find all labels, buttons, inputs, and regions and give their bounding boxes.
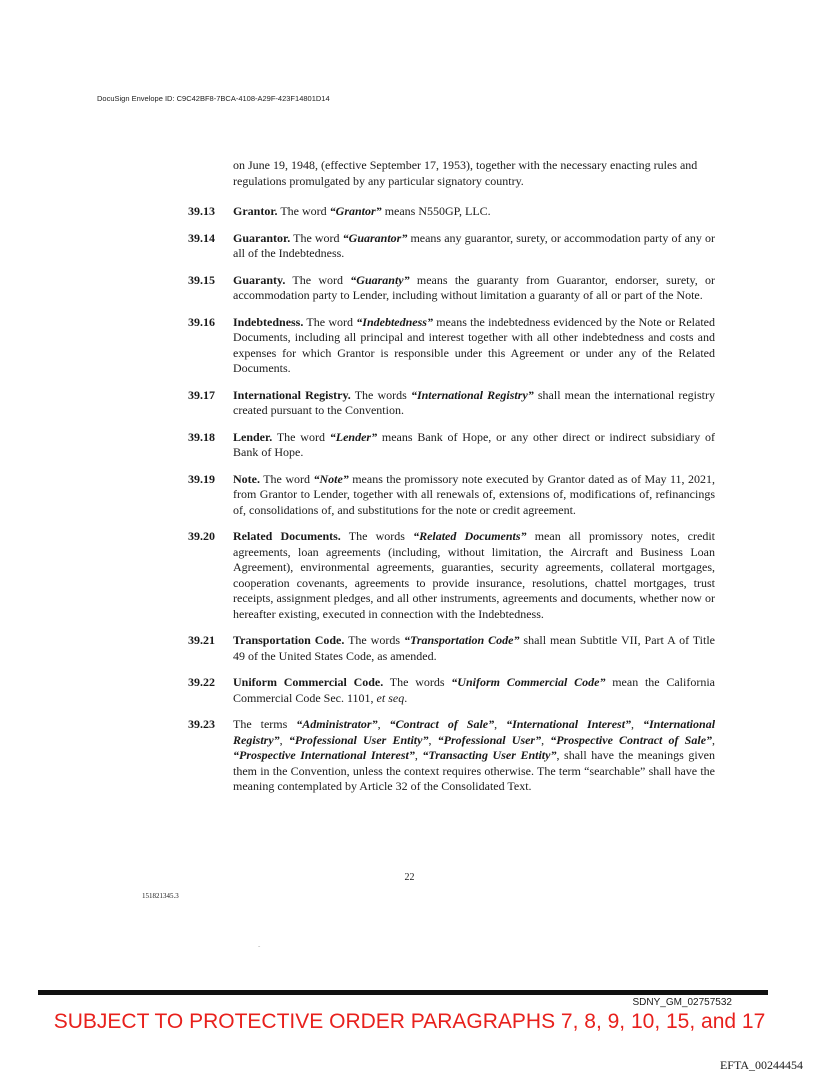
section-text: , <box>631 717 643 731</box>
section-text: means any guarantor, surety, or accommodation party of any or all of the Indebtedness. <box>233 230 716 260</box>
section-body <box>233 315 715 377</box>
section-text: , <box>377 717 390 731</box>
section-text: mean the California Commercial Code Sec. 1101, <box>233 675 715 705</box>
section-title: Transportation Code. <box>233 633 345 647</box>
section-title: Grantor. <box>233 204 278 218</box>
section-item <box>188 633 715 664</box>
section-title: Indebtedness. <box>233 314 304 329</box>
stray-mark: - <box>258 942 261 950</box>
section-text: means Bank of Hope, or any other direct or indirect subsidiary of Bank of Hope. <box>233 429 715 459</box>
section-number: 39.15 <box>188 272 215 287</box>
section-title: Guaranty. <box>233 272 286 287</box>
defined-term: “Related Documents” <box>413 529 527 543</box>
section-text: , shall have the meanings given them in the Convention, unless the context requires otherwise. The term “searchable” shall have the meaning contemplated by Article 32 of the Consolidated Text. <box>233 748 715 793</box>
section-item <box>188 231 715 262</box>
defined-term: “International Interest” <box>506 717 632 731</box>
section-text: shall mean the international registry created pursuant to the Convention. <box>233 387 715 417</box>
defined-term: “Guarantor” <box>342 230 408 245</box>
section-number: 39.17 <box>188 387 215 402</box>
footer-rule <box>38 990 768 995</box>
defined-term: “Lender” <box>329 429 378 444</box>
section-body <box>233 675 715 706</box>
section-text: , <box>494 717 507 731</box>
section-number: 39.22 <box>188 675 215 689</box>
section-text: means N550GP, LLC. <box>381 204 491 218</box>
section-text: , <box>541 732 551 747</box>
defined-term: “Indebtedness” <box>356 314 433 329</box>
section-title: Lender. <box>233 429 273 444</box>
section-item <box>188 315 715 377</box>
section-text: The word <box>260 471 314 486</box>
section-text: means the indebtedness evidenced by the Note or Related Documents, including all principal and interest together with all other indebtedness and costs and expenses for which Grantor is responsible under this Agreement or under any of the Related Documents. <box>233 314 715 375</box>
section-number: 39.19 <box>188 471 215 486</box>
section-number: 39.13 <box>188 204 215 218</box>
section-text: , <box>414 748 423 762</box>
envelope-id: DocuSign Envelope ID: C9C42BF8-7BCA-4108-A29F-423F14801D14 <box>97 94 330 103</box>
bates-number: SDNY_GM_02757532 <box>632 997 732 1008</box>
defined-term: “Prospective International Interest” <box>233 748 415 762</box>
section-text: The word <box>285 272 351 287</box>
section-item <box>188 529 715 622</box>
section-item <box>188 717 715 795</box>
section-body <box>233 273 715 304</box>
efta-number: EFTA_00244454 <box>719 1058 803 1072</box>
section-body <box>233 231 715 262</box>
section-number: 39.16 <box>188 314 215 329</box>
section-body <box>233 717 715 795</box>
section-text: The word <box>303 314 357 329</box>
section-text: , <box>712 732 716 747</box>
section-title: Guarantor. <box>233 230 291 245</box>
section-title: Related Documents. <box>233 529 341 543</box>
section-item <box>188 273 715 304</box>
section-number: 39.21 <box>188 633 215 647</box>
document-number: 151821345.3 <box>142 892 179 900</box>
section-text: The word <box>290 230 343 245</box>
section-number: 39.20 <box>188 529 215 543</box>
page-number: 22 <box>404 872 415 883</box>
defined-term: “Uniform Commercial Code” <box>451 675 606 689</box>
protective-order-notice: SUBJECT TO PROTECTIVE ORDER PARAGRAPHS 7, 8, 9, 10, 15, and 17 <box>53 1010 766 1033</box>
definitions-list <box>188 204 715 806</box>
section-number: 39.14 <box>188 230 215 245</box>
section-item <box>188 204 715 220</box>
italic-text: et seq <box>376 690 405 705</box>
section-body <box>233 633 715 664</box>
section-text: The words <box>350 387 411 402</box>
section-title: Note. <box>233 471 260 486</box>
section-item <box>188 388 715 419</box>
section-item <box>188 675 715 706</box>
section-title: International Registry. <box>233 387 351 402</box>
section-text: The words <box>344 633 404 647</box>
defined-term: “Grantor” <box>329 204 382 218</box>
section-text: The terms <box>233 717 297 731</box>
defined-term: “Prospective Contract of Sale” <box>550 732 713 747</box>
defined-term: “International Registry” <box>410 387 534 402</box>
section-text: The words <box>383 675 452 689</box>
section-text: shall mean Subtitle VII, Part A of Title 49 of the United States Code, as amended. <box>233 633 716 663</box>
defined-term: “Administrator” <box>296 717 378 731</box>
section-text: The word <box>277 204 330 218</box>
defined-term: “Transportation Code” <box>403 633 520 647</box>
section-body <box>233 529 715 622</box>
section-body <box>233 388 715 419</box>
defined-term: “Note” <box>313 471 349 486</box>
section-text: The words <box>340 529 414 543</box>
section-body <box>233 472 715 519</box>
section-title: Uniform Commercial Code. <box>233 675 384 689</box>
section-text: means the promissory note executed by Grantor dated as of May 11, 2021, from Grantor to Lender, together with all renewals of, extensions of, modifications of, refinancings of, consolidations of, and substitutions for the note or credit agreement. <box>233 471 715 517</box>
section-number: 39.23 <box>188 717 215 731</box>
defined-term: “Professional User” <box>437 732 542 747</box>
intro-paragraph: on June 19, 1948, (effective September 17, 1953), together with the necessary enacting rules and regulations promulgated by any particular signatory country. <box>233 158 698 188</box>
section-text: . <box>404 690 408 705</box>
defined-term: “International Registry” <box>233 717 716 747</box>
section-item <box>188 472 715 519</box>
section-item <box>188 430 715 461</box>
section-text: , <box>279 732 289 747</box>
section-number: 39.18 <box>188 429 215 444</box>
section-body <box>233 430 715 461</box>
defined-term: “Contract of Sale” <box>389 717 495 731</box>
defined-term: “Transacting User Entity” <box>422 748 557 762</box>
defined-term: “Professional User Entity” <box>288 732 429 747</box>
section-text: The word <box>272 429 330 444</box>
section-text: , <box>428 732 438 747</box>
defined-term: “Guaranty” <box>350 272 410 287</box>
section-text: means the guaranty from Guarantor, endorser, surety, or accommodation party to Lender, including without limitation a guaranty of all or part of the Note. <box>233 272 715 302</box>
section-body <box>233 204 715 220</box>
section-text: mean all promissory notes, credit agreements, loan agreements (including, without limitation, the Aircraft and Business Loan Agreement), environmental agreements, guaranties, security agreements, collateral mortgages, cooperation covenants, agreements to provide insurance, resolutions, chattel mortgages, trust receipts, assignment pledges, and all other instruments, agreements and documents, whether now or hereafter existing, executed in connection with the Indebtedness. <box>233 529 715 621</box>
